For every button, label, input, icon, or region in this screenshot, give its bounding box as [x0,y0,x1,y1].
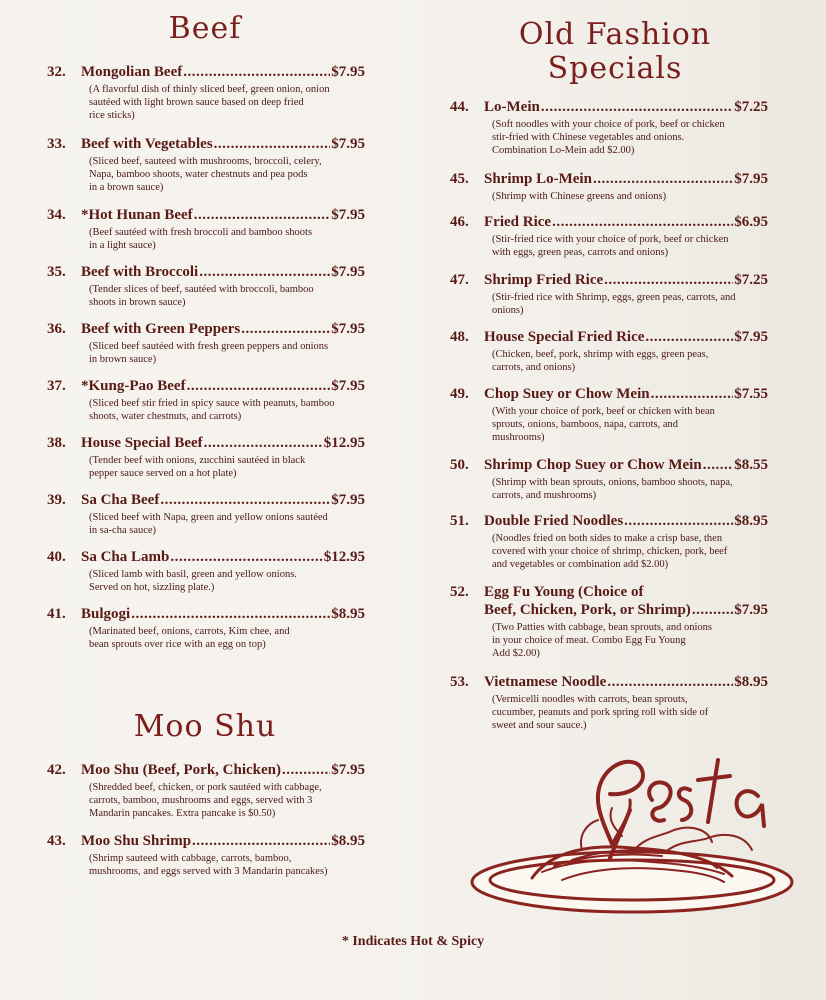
menu-item [47,135,365,194]
menu-item-line [450,170,768,188]
menu-item [450,583,768,660]
item-description [47,83,365,122]
item-number: 42. [47,762,66,778]
item-price: $6.95 [734,214,768,230]
dot-leader [593,170,733,188]
hot-spicy-note: * Indicates Hot & Spicy [341,934,485,949]
menu-item [47,63,365,122]
dot-leader [194,206,331,224]
item-name: Fried Rice [484,214,552,230]
menu-item-line [47,263,365,281]
item-number: 41. [47,606,66,622]
description-line: (With your choice of pork, beef or chicken with bean [492,406,715,417]
item-name: Shrimp Lo-Mein [484,171,592,187]
description-line: in a brown sauce) [89,182,164,193]
menu-item-line [47,320,365,338]
section-title-old-fashion-line1: Old Fashion [518,17,712,52]
menu-item [450,170,768,203]
item-number: 51. [450,513,469,529]
menu-item-line [450,583,768,601]
menu-item-line [47,434,365,452]
item-name: House Special Beef [81,435,203,451]
item-price: $7.95 [331,136,365,152]
description-line: with eggs, green peas, carrots and onions) [492,247,669,258]
item-price: $7.25 [734,272,768,288]
description-line: in sa-cha sauce) [89,525,157,536]
description-line: (Sliced lamb with basil, green and yellow onions. [89,569,297,580]
item-description [450,476,768,502]
item-price: $8.95 [331,833,365,849]
description-line: and vegetables or combination add $2.00) [492,559,669,570]
item-name: Lo-Mein [484,99,540,115]
item-name: Sa Cha Beef [81,492,160,508]
item-description [450,693,768,732]
description-line: cucumber, peanuts and pork spring roll with side of [492,707,709,718]
dot-leader [624,512,733,530]
dot-leader [604,271,733,289]
description-line: carrots, and onions) [492,362,576,373]
item-number: 47. [450,272,469,288]
item-description [450,291,768,317]
item-name: Chop Suey or Chow Mein [484,386,650,402]
item-number: 36. [47,321,66,337]
item-name: Shrimp Chop Suey or Chow Mein [484,457,702,473]
description-line: (Sliced beef with Napa, green and yellow onions sautéed [89,512,328,523]
description-line: (Chicken, beef, pork, shrimp with eggs, green peas, [492,349,709,360]
item-name: Bulgogi [81,606,131,622]
item-number: 38. [47,435,66,451]
item-number: 53. [450,674,469,690]
dot-leader [199,263,330,281]
item-description [450,405,768,444]
item-description [47,340,365,366]
item-number: 34. [47,207,66,223]
item-description [47,511,365,537]
item-number: 35. [47,264,66,280]
description-line: (A flavorful dish of thinly sliced beef, green onion, onion [89,84,330,95]
menu-item-line [450,456,768,474]
menu-item [47,605,365,651]
menu-item [47,491,365,537]
description-line: (Noodles fried on both sides to make a crisp base, then [492,533,723,544]
item-name: Beef with Broccoli [81,264,199,280]
item-price: $7.95 [331,762,365,778]
menu-item-line [450,601,768,619]
item-name: Beef with Vegetables [81,136,213,152]
pasta-plate-icon [462,740,814,930]
description-line: (Shredded beef, chicken, or pork sautéed with cabbage, [89,782,322,793]
description-line: Served on hot, sizzling plate.) [89,582,215,593]
description-line: (Shrimp sauteed with cabbage, carrots, bamboo, [89,853,292,864]
menu-item [450,673,768,732]
item-name: Moo Shu Shrimp [81,833,192,849]
description-line: (Soft noodles with your choice of pork, beef or chicken [492,119,725,130]
description-line: (Beef sautéed with fresh broccoli and bamboo shoots [89,227,313,238]
item-name: *Kung-Pao Beef [81,378,186,394]
description-line: mushrooms) [492,432,545,443]
item-price: $8.55 [734,457,768,473]
item-number: 52. [450,584,469,600]
description-line: (Tender slices of beef, sautéed with broccoli, bamboo [89,284,314,295]
dot-leader [282,761,330,779]
section-title-old-fashion [490,18,740,86]
description-line: Combination Lo-Mein add $2.00) [492,145,635,156]
item-number: 50. [450,457,469,473]
menu-item-line [450,271,768,289]
description-line: Mandarin pancakes. Extra pancake is $0.50) [89,808,276,819]
item-price: $8.95 [331,606,365,622]
dot-leader [552,213,733,231]
item-description [450,621,768,660]
description-line: (Marinated beef, onions, carrots, Kim chee, and [89,626,290,637]
description-line: (Sliced beef stir fried in spicy sauce with peanuts, bamboo [89,398,335,409]
description-line: pepper sauce served on a hot plate) [89,468,237,479]
item-price: $7.95 [331,207,365,223]
item-number: 49. [450,386,469,402]
description-line: onions) [492,305,524,316]
description-line: sprouts, onions, bamboos, napa, carrots, and [492,419,679,430]
item-description [450,348,768,374]
dot-leader [170,548,322,566]
item-name: Beef with Green Peppers [81,321,241,337]
description-line: carrots, bamboo, mushrooms and eggs, served with 3 [89,795,313,806]
dot-leader [241,320,330,338]
description-line: (Sliced beef, sauteed with mushrooms, broccoli, celery, [89,156,322,167]
menu-item-line [47,761,365,779]
item-name: Moo Shu (Beef, Pork, Chicken) [81,762,281,778]
menu-item-line [47,832,365,850]
item-description [47,155,365,194]
item-price: $7.95 [331,264,365,280]
description-line: shoots in brown sauce) [89,297,186,308]
item-description [450,118,768,157]
item-name: Shrimp Fried Rice [484,272,604,288]
item-price: $7.25 [734,99,768,115]
item-price: $8.95 [734,513,768,529]
item-description [47,283,365,309]
menu-item-line [47,491,365,509]
menu-item-line [450,98,768,116]
item-description [47,454,365,480]
menu-item [450,456,768,502]
menu-item-line [450,512,768,530]
menu-item [450,271,768,317]
dot-leader [214,135,331,153]
dot-leader [131,605,330,623]
item-price: $7.95 [734,329,768,345]
item-number: 45. [450,171,469,187]
menu-item [47,761,365,820]
description-line: (Shrimp with bean sprouts, onions, bamboo shoots, napa, [492,477,733,488]
item-description [47,226,365,252]
item-name: Egg Fu Young (Choice of [484,584,644,600]
item-number: 46. [450,214,469,230]
menu-item [47,832,365,878]
dot-leader [692,601,733,619]
item-name: Mongolian Beef [81,64,183,80]
dot-leader [651,385,734,403]
description-line: bean sprouts over rice with an egg on top) [89,639,266,650]
item-price: $12.95 [323,435,365,451]
item-description [450,233,768,259]
item-name: Double Fried Noodles [484,513,624,529]
menu-item-line [47,206,365,224]
item-number: 40. [47,549,66,565]
description-line: (Tender beef with onions, zucchini sautéed in black [89,455,306,466]
item-number: 33. [47,136,66,152]
item-price: $7.95 [331,321,365,337]
item-description [47,781,365,820]
description-line: (Shrimp with Chinese greens and onions) [492,191,667,202]
menu-item [47,377,365,423]
description-line: sautéed with light brown sauce based on deep fried [89,97,304,108]
description-line: mushrooms, and eggs served with 3 Mandarin pancakes) [89,866,328,877]
dot-leader [160,491,330,509]
menu-item [47,206,365,252]
item-number: 37. [47,378,66,394]
item-description [47,852,365,878]
menu-item-line [450,213,768,231]
description-line: shoots, water chestnuts, and carrots) [89,411,242,422]
item-price: $7.95 [331,378,365,394]
description-line: rice sticks) [89,110,135,121]
section-title-beef: Beef [168,11,242,46]
section-title-moo-shu: Moo Shu [133,709,277,744]
item-price: $8.95 [734,674,768,690]
description-line: in a light sauce) [89,240,156,251]
menu-item [47,263,365,309]
menu-item [47,548,365,594]
menu-item [450,328,768,374]
item-description [47,568,365,594]
item-number: 39. [47,492,66,508]
menu-item-line [47,63,365,81]
description-line: Add $2.00) [492,648,540,659]
menu-item [47,434,365,480]
description-line: carrots, and mushrooms) [492,490,597,501]
item-description [47,625,365,651]
dot-leader [192,832,330,850]
item-name: *Hot Hunan Beef [81,207,193,223]
dot-leader [183,63,330,81]
description-line: stir-fried with Chinese vegetables and onions. [492,132,685,143]
description-line: (Stir-fried rice with your choice of pork, beef or chicken [492,234,729,245]
description-line: (Stir-fried rice with Shrimp, eggs, green peas, carrots, and [492,292,736,303]
item-price: $7.95 [331,492,365,508]
menu-item [450,385,768,444]
item-price: $7.95 [331,64,365,80]
dot-leader [541,98,733,116]
section-title-old-fashion-line2: Specials [547,51,683,86]
menu-item-line [47,548,365,566]
item-description [47,397,365,423]
menu-item-line [47,377,365,395]
item-number: 32. [47,64,66,80]
menu-item-line [47,135,365,153]
menu-item-line [47,605,365,623]
dot-leader [204,434,323,452]
description-line: in your choice of meat. Combo Egg Fu Young [492,635,686,646]
description-line: in brown sauce) [89,354,157,365]
item-price: $7.95 [734,602,768,618]
dot-leader [607,673,733,691]
menu-item-line [450,385,768,403]
item-number: 48. [450,329,469,345]
dot-leader [645,328,733,346]
item-price: $12.95 [323,549,365,565]
menu-item [450,98,768,157]
menu-item [47,320,365,366]
dot-leader [703,456,734,474]
item-number: 44. [450,99,469,115]
menu-item [450,213,768,259]
menu-item [450,512,768,571]
description-line: (Two Patties with cabbage, bean sprouts, and onions [492,622,713,633]
description-line: (Sliced beef sautéed with fresh green peppers and onions [89,341,329,352]
description-line: sweet and sour sauce.) [492,720,587,731]
item-name-continued: Beef, Chicken, Pork, or Shrimp) [484,602,691,618]
item-name: House Special Fried Rice [484,329,645,345]
item-description [450,532,768,571]
item-price: $7.95 [734,171,768,187]
item-price: $7.55 [734,386,768,402]
item-name: Sa Cha Lamb [81,549,170,565]
dot-leader [187,377,331,395]
menu-item-line [450,673,768,691]
pasta-logo-text: Pasta [462,740,465,741]
menu-item-line [450,328,768,346]
description-line: (Vermicelli noodles with carrots, bean sprouts, [492,694,688,705]
description-line: covered with your choice of shrimp, chicken, pork, beef [492,546,728,557]
description-line: Napa, bamboo shoots, water chestnuts and pea pods [89,169,308,180]
item-name: Vietnamese Noodle [484,674,607,690]
item-number: 43. [47,833,66,849]
item-description [450,190,768,203]
